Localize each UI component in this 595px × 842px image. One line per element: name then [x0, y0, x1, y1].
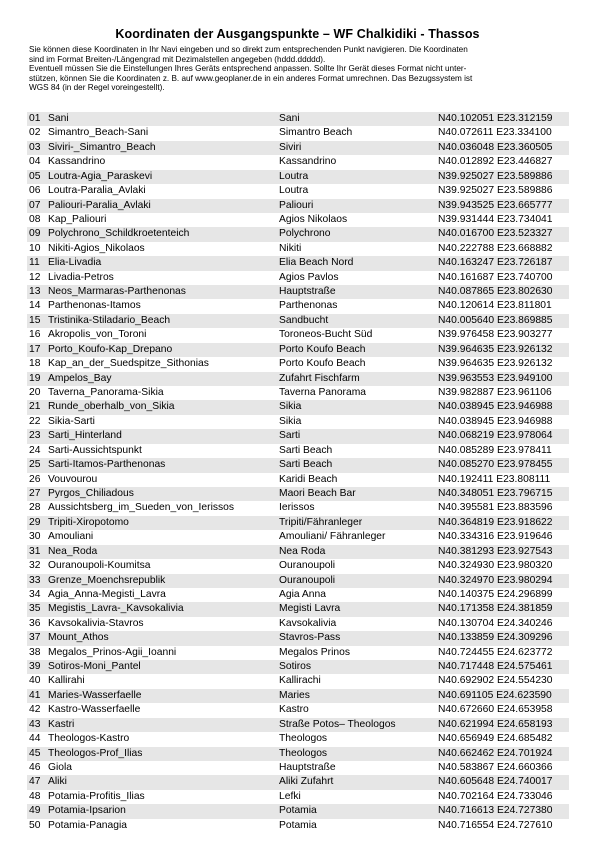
table-row: [27, 559, 569, 573]
start-place: Parthenonas: [279, 300, 338, 312]
intro-line: WGS 84 (in der Regel voreingestellt).: [29, 83, 165, 93]
row-number: 06: [29, 185, 41, 197]
row-number: 41: [29, 689, 41, 701]
route-key: Pyrgos_Chiliadous: [48, 487, 134, 499]
table-row: [27, 588, 569, 602]
table-row: [27, 458, 569, 472]
row-number: 15: [29, 314, 41, 326]
start-place: Agia Anna: [279, 588, 326, 600]
start-place: Sikia: [279, 415, 302, 427]
start-place: Simantro Beach: [279, 127, 353, 139]
start-place: Siviri: [279, 141, 302, 153]
table-row: [27, 732, 569, 746]
table-row: [27, 689, 569, 703]
coordinates: N40.120614 E23.811801: [438, 300, 552, 312]
coordinates: N40.716554 E24.727610: [438, 819, 553, 831]
start-place: Paliouri: [279, 199, 314, 211]
route-key: Polychrono_Schildkroetenteich: [48, 228, 190, 240]
route-key: Sotiros-Moni_Pantel: [48, 661, 141, 673]
coordinates: N40.102051 E23.312159: [438, 113, 553, 124]
route-key: Elia-Livadia: [48, 257, 102, 269]
route-key: Mount_Athos: [48, 632, 109, 644]
row-number: 35: [29, 603, 41, 615]
route-key: Porto_Koufo-Kap_Drepano: [48, 343, 173, 355]
start-place: Sarti: [279, 430, 301, 442]
coordinates: N40.016700 E23.523327: [438, 228, 553, 240]
coordinates: N40.161687 E23.740700: [438, 271, 553, 283]
table-row: [27, 400, 569, 414]
start-place: Potamia: [279, 819, 317, 831]
start-place: Porto Koufo Beach: [279, 358, 366, 370]
coordinates: N40.038945 E23.946988: [438, 401, 553, 413]
start-place: Kastro: [279, 704, 309, 716]
start-place: Karidi Beach: [279, 473, 338, 485]
start-place: Sandbucht: [279, 314, 329, 326]
start-place: Ierissos: [279, 502, 315, 514]
start-place: Hauptstraße: [279, 286, 336, 298]
start-place: Theologos: [279, 747, 328, 759]
table-row: [27, 386, 569, 400]
coordinates: N40.364819 E23.918622: [438, 516, 553, 528]
coordinates: N40.691105 E24.623590: [438, 689, 552, 701]
route-key: Runde_oberhalb_von_Sikia: [48, 401, 175, 413]
row-number: 49: [29, 805, 41, 817]
coordinates: N40.085270 E23.978455: [438, 459, 553, 471]
coordinates: N40.583867 E24.660366: [438, 761, 553, 773]
coordinates: N40.692902 E24.554230: [438, 675, 553, 687]
route-key: Megistis_Lavra-_Kavsokalivia: [48, 603, 184, 615]
row-number: 30: [29, 531, 41, 543]
table-row: [27, 199, 569, 213]
table-row: [27, 170, 569, 184]
table-row: [27, 343, 569, 357]
row-number: 46: [29, 761, 41, 773]
start-place: Agios Nikolaos: [279, 213, 348, 225]
row-number: 31: [29, 545, 41, 557]
intro-paragraph: [29, 45, 569, 93]
coordinates: N40.381293 E23.927543: [438, 545, 553, 557]
start-place: Amouliani/ Fähranleger: [279, 531, 386, 543]
intro-line: stützen, können Sie die Koordinaten z. B. auf www.geoplaner.de in ein anderes Format umrechnen. Das Bezugssystem ist: [29, 73, 473, 83]
route-key: Megalos_Prinos-Agii_Ioanni: [48, 646, 177, 658]
table-row: [27, 516, 569, 530]
row-number: 19: [29, 372, 41, 384]
table-row: [27, 545, 569, 559]
table-row: [27, 530, 569, 544]
start-place: Agios Pavlos: [279, 271, 339, 283]
table-row: [27, 126, 569, 140]
coordinates: N40.163247 E23.726187: [438, 257, 553, 269]
row-number: 29: [29, 516, 41, 528]
table-row: [27, 718, 569, 732]
table-row: [27, 242, 569, 256]
route-key: Kastro-Wasserfaelle: [48, 704, 141, 716]
row-number: 05: [29, 170, 41, 182]
coordinates: N39.964635 E23.926132: [438, 358, 553, 370]
table-row: [27, 299, 569, 313]
start-place: Sarti Beach: [279, 444, 333, 456]
coordinates: N39.963553 E23.949100: [438, 372, 553, 384]
table-row: [27, 646, 569, 660]
row-number: 04: [29, 156, 41, 168]
coordinates: N40.085289 E23.978411: [438, 444, 552, 456]
table-row: [27, 155, 569, 169]
row-number: 25: [29, 459, 41, 471]
start-place: Loutra: [279, 170, 309, 182]
route-key: Loutra-Paralia_Avlaki: [48, 185, 146, 197]
row-number: 21: [29, 401, 41, 413]
coordinates: N39.943525 E23.665777: [438, 199, 553, 211]
table-row: [27, 141, 569, 155]
coordinates: N39.964635 E23.926132: [438, 343, 553, 355]
route-key: Nikiti-Agios_Nikolaos: [48, 242, 145, 254]
route-key: Amouliani: [48, 531, 94, 543]
route-key: Kastri: [48, 718, 75, 730]
row-number: 20: [29, 387, 41, 399]
route-key: Kap_an_der_Suedspitze_Sithonias: [48, 358, 209, 370]
route-key: Potamia-Panagia: [48, 819, 127, 831]
route-key: Ampelos_Bay: [48, 372, 112, 384]
start-place: Elia Beach Nord: [279, 257, 354, 269]
route-key: Parthenonas-Itamos: [48, 300, 141, 312]
route-key: Potamia-Ipsarion: [48, 805, 126, 817]
start-place: Ouranoupoli: [279, 560, 336, 572]
table-row: [27, 602, 569, 616]
route-key: Livadia-Petros: [48, 271, 114, 283]
row-number: 09: [29, 228, 41, 240]
table-row: [27, 184, 569, 198]
coordinates: N40.087865 E23.802630: [438, 286, 553, 298]
route-key: Maries-Wasserfaelle: [48, 689, 142, 701]
start-place: Taverna Panorama: [279, 387, 367, 399]
coordinates: N40.192411 E23.808111: [438, 473, 551, 485]
route-key: Sarti-Itamos-Parthenonas: [48, 459, 166, 471]
coordinates: N39.925027 E23.589886: [438, 170, 553, 182]
table-row: [27, 674, 569, 688]
coordinates: N40.068219 E23.978064: [438, 430, 553, 442]
start-place: Sotiros: [279, 661, 312, 673]
row-number: 44: [29, 733, 41, 745]
route-key: Tristinika-Stiladario_Beach: [48, 314, 171, 326]
coordinates: N40.702164 E24.733046: [438, 790, 553, 802]
row-number: 47: [29, 776, 41, 788]
coordinates: N40.395581 E23.883596: [438, 502, 553, 514]
start-place: Megisti Lavra: [279, 603, 341, 615]
row-number: 16: [29, 329, 41, 341]
row-number: 37: [29, 632, 41, 644]
start-place: Aliki Zufahrt: [279, 776, 334, 788]
start-place: Toroneos-Bucht Süd: [279, 329, 373, 341]
coordinates: N40.036048 E23.360505: [438, 141, 553, 153]
route-key: Theologos-Prof_Ilias: [48, 747, 143, 759]
table-row: [27, 314, 569, 328]
start-place: Loutra: [279, 185, 309, 197]
table-row: [27, 574, 569, 588]
route-key: Kassandrino: [48, 156, 106, 168]
row-number: 08: [29, 213, 41, 225]
table-row: [27, 747, 569, 761]
start-place: Sikia: [279, 401, 302, 413]
route-key: Kavsokalivia-Stavros: [48, 617, 144, 629]
row-number: 42: [29, 704, 41, 716]
table-row: [27, 328, 569, 342]
route-key: Grenze_Moenchsrepublik: [48, 574, 166, 586]
route-key: Kallirahi: [48, 675, 85, 687]
table-row: [27, 761, 569, 775]
row-number: 45: [29, 747, 41, 759]
coordinates: N40.130704 E24.340246: [438, 617, 553, 629]
row-number: 23: [29, 430, 41, 442]
row-number: 34: [29, 588, 41, 600]
table-row: [27, 487, 569, 501]
intro-line: Sie können diese Koordinaten in Ihr Navi eingeben und so direkt zum entsprechenden Punkt navigieren. Die Koordinaten: [29, 45, 468, 54]
route-key: Giola: [48, 761, 73, 773]
coordinates: N40.672660 E24.653958: [438, 704, 553, 716]
row-number: 22: [29, 415, 41, 427]
table-row: [27, 631, 569, 645]
route-key: Ouranoupoli-Koumitsa: [48, 560, 151, 572]
table-row: [27, 501, 569, 515]
row-number: 18: [29, 358, 41, 370]
start-place: Tripiti/Fähranleger: [279, 516, 363, 528]
start-place: Porto Koufo Beach: [279, 343, 366, 355]
row-number: 27: [29, 487, 41, 499]
row-number: 48: [29, 790, 41, 802]
start-place: Ouranoupoli: [279, 574, 336, 586]
row-number: 33: [29, 574, 41, 586]
route-key: Akropolis_von_Toroni: [48, 329, 147, 341]
row-number: 12: [29, 271, 41, 283]
table-row: [27, 213, 569, 227]
start-place: Maries: [279, 689, 310, 701]
route-key: Vouvourou: [48, 473, 98, 485]
start-place: Nea Roda: [279, 545, 326, 557]
table-row: [27, 415, 569, 429]
row-number: 11: [29, 257, 40, 269]
coordinates: N40.005640 E23.869885: [438, 314, 553, 326]
table-row: [27, 703, 569, 717]
start-place: Nikiti: [279, 242, 302, 254]
route-key: Agia_Anna-Megisti_Lavra: [48, 588, 166, 600]
route-key: Kap_Paliouri: [48, 213, 107, 225]
table-row: [27, 227, 569, 241]
row-number: 39: [29, 661, 41, 673]
start-place: Sani: [279, 113, 300, 124]
table-row: [27, 271, 569, 285]
start-place: Hauptstraße: [279, 761, 336, 773]
start-place: Maori Beach Bar: [279, 487, 356, 499]
table-row: [27, 775, 569, 789]
route-key: Sikia-Sarti: [48, 415, 95, 427]
coordinates: N40.605648 E24.740017: [438, 776, 553, 788]
intro-line: sind im Format Breiten-/Längengrad mit Dezimalstellen angegeben (hddd.ddddd).: [29, 54, 326, 64]
coordinates: N40.140375 E24.296899: [438, 588, 553, 600]
table-row: [27, 429, 569, 443]
row-number: 02: [29, 127, 41, 139]
route-key: Paliouri-Paralia_Avlaki: [48, 199, 151, 211]
coordinates: N40.724455 E24.623772: [438, 646, 553, 658]
table-row: [27, 357, 569, 371]
coordinates: N39.982887 E23.961106: [438, 387, 552, 399]
route-key: Aussichtsberg_im_Sueden_von_Ierissos: [48, 502, 235, 514]
table-row: [27, 473, 569, 487]
route-key: Nea_Roda: [48, 545, 98, 557]
coordinates: N39.925027 E23.589886: [438, 185, 553, 197]
page-title: Koordinaten der Ausgangspunkte – WF Chalkidiki - Thassos: [115, 27, 480, 41]
start-place: Zufahrt Fischfarm: [279, 372, 360, 384]
start-place: Stavros-Pass: [279, 632, 341, 644]
table-row: [27, 660, 569, 674]
coordinates: N40.222788 E23.668882: [438, 242, 553, 254]
start-place: Sarti Beach: [279, 459, 333, 471]
table-row: [27, 444, 569, 458]
start-place: Polychrono: [279, 228, 331, 240]
row-number: 43: [29, 718, 41, 730]
table-row: [27, 790, 569, 804]
table-row: [27, 804, 569, 818]
row-number: 32: [29, 560, 41, 572]
route-key: Loutra-Agia_Paraskevi: [48, 170, 153, 182]
coordinates: N40.348051 E23.796715: [438, 487, 553, 499]
start-place: Kavsokalivia: [279, 617, 337, 629]
route-key: Sarti_Hinterland: [48, 430, 122, 442]
route-key: Siviri-_Simantro_Beach: [48, 141, 156, 153]
route-key: Sani: [48, 113, 69, 124]
table-row: [27, 256, 569, 270]
coordinates: N40.656949 E24.685482: [438, 733, 553, 745]
row-number: 14: [29, 300, 41, 312]
row-number: 50: [29, 819, 41, 831]
row-number: 01: [29, 113, 41, 124]
row-number: 13: [29, 286, 41, 298]
coordinates: N40.324930 E23.980320: [438, 560, 553, 572]
route-key: Aliki: [48, 776, 67, 788]
table-row: [27, 819, 569, 833]
coordinates-table: [27, 112, 569, 833]
table-row: [27, 617, 569, 631]
coordinates: N40.717448 E24.575461: [438, 661, 553, 673]
coordinates: N40.012892 E23.446827: [438, 156, 553, 168]
row-number: 26: [29, 473, 41, 485]
coordinates: N40.038945 E23.946988: [438, 415, 553, 427]
row-number: 40: [29, 675, 41, 687]
route-key: Simantro_Beach-Sani: [48, 127, 149, 139]
start-place: Kallirachi: [279, 675, 321, 687]
start-place: Theologos: [279, 733, 328, 745]
route-key: Tripiti-Xiropotomo: [48, 516, 129, 528]
route-key: Potamia-Profitis_Ilias: [48, 790, 145, 802]
coordinates: N40.133859 E24.309296: [438, 632, 553, 644]
row-number: 03: [29, 141, 41, 153]
table-row: [27, 112, 569, 126]
start-place: Megalos Prinos: [279, 646, 350, 658]
row-number: 28: [29, 502, 41, 514]
start-place: Kassandrino: [279, 156, 337, 168]
start-place: Potamia: [279, 805, 317, 817]
row-number: 24: [29, 444, 41, 456]
route-key: Neos_Marmaras-Parthenonas: [48, 286, 186, 298]
route-key: Sarti-Aussichtspunkt: [48, 444, 142, 456]
start-place: Straße Potos– Theologos: [279, 718, 396, 730]
row-number: 36: [29, 617, 41, 629]
row-number: 07: [29, 199, 41, 211]
coordinates: N39.976458 E23.903277: [438, 329, 553, 341]
row-number: 10: [29, 242, 41, 254]
start-place: Lefki: [279, 790, 301, 802]
table-row: [27, 372, 569, 386]
coordinates: N40.662462 E24.701924: [438, 747, 553, 759]
coordinates: N40.171358 E24.381859: [438, 603, 553, 615]
coordinates: N40.324970 E23.980294: [438, 574, 553, 586]
route-key: Taverna_Panorama-Sikia: [48, 387, 164, 399]
coordinates: N40.716613 E24.727380: [438, 805, 553, 817]
coordinates: N40.621994 E24.658193: [438, 718, 553, 730]
row-number: 17: [29, 343, 41, 355]
intro-line: Eventuell müssen Sie die Einstellungen Ihres Geräts entsprechend anpassen. Sollte Ihr Gerät dieses Format nicht unter-: [29, 64, 467, 74]
row-number: 38: [29, 646, 41, 658]
table-row: [27, 285, 569, 299]
coordinates: N39.931444 E23.734041: [438, 213, 553, 225]
coordinates: N40.072611 E23.334100: [438, 127, 552, 139]
route-key: Theologos-Kastro: [48, 733, 130, 745]
coordinates: N40.334316 E23.919646: [438, 531, 553, 543]
